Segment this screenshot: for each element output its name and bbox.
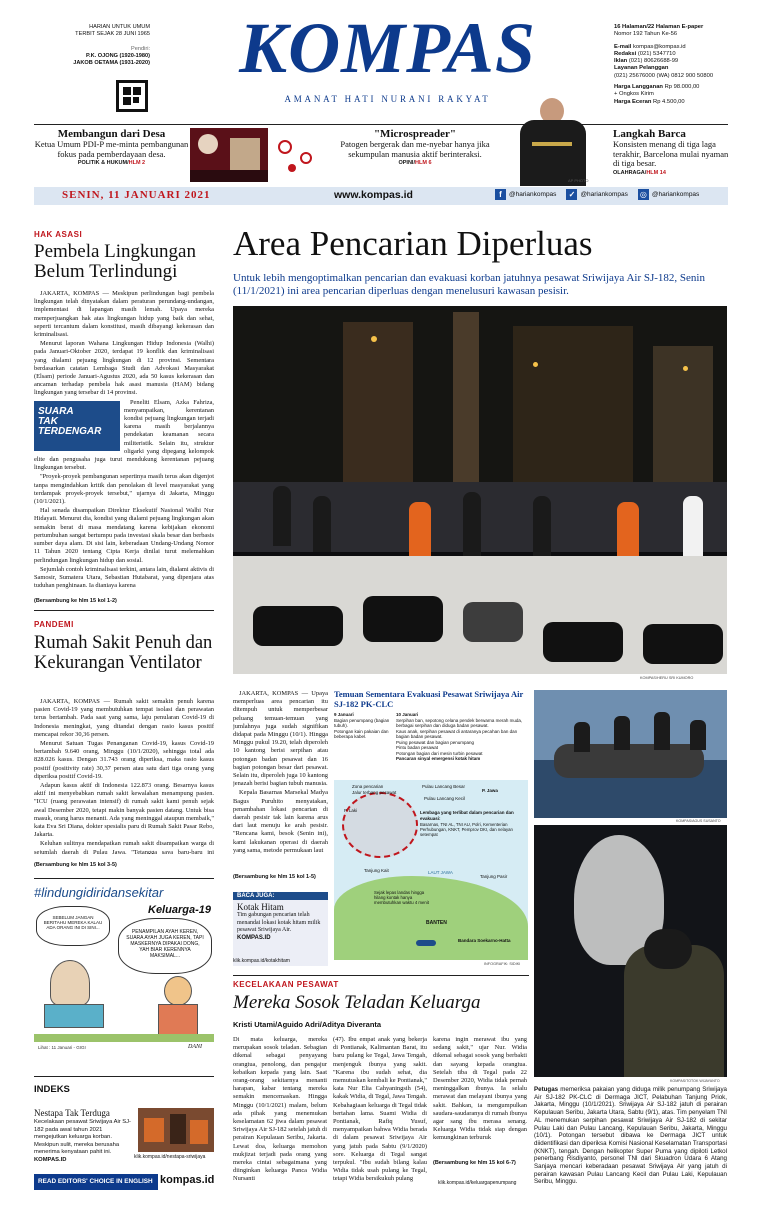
place-bandara: Bandara Soekarno-Hatta [458, 938, 511, 943]
photo-caption-lead: Petugas [534, 1086, 559, 1093]
info-day2-item-3: Puing pesawat dan bagian penumpang [396, 739, 475, 745]
story2-continued[interactable]: (Bersambung ke hlm 15 kol 3-5) [34, 862, 117, 868]
feature-byline: Kristi Utami/Aguido Adri/Aditya Diveranta [233, 1020, 382, 1029]
masthead-left [50, 24, 150, 67]
teaser-2-title: "Microspreader" [373, 128, 457, 140]
legend-path: Jalur terbang pesawat [352, 790, 397, 795]
info-day1-label: 9 Januari [334, 712, 354, 717]
feature-col2-text: (47). Ibu empat anak yang bekerja di Pontianak, Kalimantan Barat, itu baru pulang ke Tegal, Jawa Tengah, menjenguk ibunya yang sakit. "Karena ibu sudah sehat, dia memutuskan kembali ke Pontianak," kata Nur Elia Cahyaningsih (54), kakak Widia, di Tegal, Jawa Tengah. Kebahagiaan keluarga di Tegal tidak bertahan lama. Suami Widia di Pontianak, Rafiq Yusuf, menyampaikan bahwa Widia berada di dalam pesawat Sriwijaya Air yang jatuh pada Sabtu (9/1/2020) sore. Keluarga di Tegal sangat terpukul. "Ibu sudah bilang kalau Widia tidak usah pulang ke Tegal, tetapi Widia bersikukuh pulang [333, 1036, 427, 1183]
info-map [334, 780, 528, 960]
info-agencies: Basarnas, TNI AL, TNI AU, Polri, Kementerian Perhubungan, KNKT, Pemprov DKI, dan nelayan setempat [420, 822, 513, 838]
info-agencies-title: Lembaga yang terlibat dalam pencarian dan evakuasi: [420, 810, 514, 821]
main-photo-credit: KOMPAS/HERU SRI KUMORO [640, 676, 694, 680]
place-lancang-besar: Pulau Lancang Besar [422, 784, 466, 789]
index-photo[interactable] [138, 1108, 214, 1152]
teaser-1-page: HLM 2 [128, 160, 146, 166]
main-photo[interactable] [233, 306, 727, 674]
teaser-1-text: Ketua Umum PDI-P me-minta pembangunan fokus pada pemberdayaan desa. [34, 139, 189, 159]
info-day1-item-1: Bagian penumpang (bagian tubuh). [334, 717, 390, 728]
feature-col2 [333, 1036, 427, 1196]
instagram-handle: @hariankompas [651, 191, 700, 198]
facebook-icon: f [495, 189, 506, 200]
layanan-label: Layanan Pelanggan [614, 65, 669, 72]
info-day2-item-6: Pancaran sinyal emergensi kotak hitam [396, 756, 481, 761]
feature-col1 [233, 1036, 327, 1196]
story1-p2: Menurut laporan Wahana Lingkungan Hidup Indonesia (Walhi) pada Januari-Oktober 2020, terdapat 19 konflik dan kriminalisasi yang dialami pejuang lingkungan di 12 provinsi. Sementara berdasarkan catatan Lembaga Studi dan Advokasi Masyarakat (Elsam) periode Januari-Agustus 2020, ada 50 kasus kekerasan dan ancaman terhadap pembela hak asasi manusia (HAM) bidang lingkungan yang tersebar di 14 provinsi. [34, 340, 214, 397]
info-day2-item-5: Potongan bagian dari mesin turbin pesawat [396, 750, 483, 756]
email-label: E-mail [614, 43, 632, 50]
site-url[interactable]: www.kompas.id [334, 189, 413, 201]
info-note: Sejak lepas landas hingga hilang kontak hanya membutuhkan waktu 4 menit [374, 890, 429, 905]
instagram-link[interactable] [638, 189, 699, 200]
index-text [34, 1119, 134, 1164]
facebook-link[interactable] [495, 189, 556, 200]
feature-kicker: KECELAKAAN PESAWAT [233, 980, 339, 989]
baca-juga-label: BACA JUGA: [233, 892, 328, 900]
story2-p2: Menurut Satuan Tugas Penanganan Covid-19, kasus Covid-19 bertambah 9.640 orang, Minggu (10/1/2020), sehingga total ada 828.026 kasus. Dengan 31.743 orang diperiksa, maka rasio kasus positif (positivity rate) 30,37 persen atau satu dari tiga orang yang diperiksa positif Covid-19. [34, 740, 214, 780]
story2-p3: Adapun kasus aktif di Indonesia 122.873 orang. Besarnya kasus aktif ini menyebabkan rumah sakit kewalahan menampung pasien. "ICU (ruang perawatan intensif) di rumah sakit kami penuh sejak awal Desember 2020, tetapi makin banyak pasien datang. Untuk bisa masuk, orang harus menanti. Ada yang meninggal ataupun membaik," kata Eva Sri Diana, dokter spesialis paru di Rumah Sakit Pasar Rebo, Jakarta. [34, 782, 214, 839]
langganan-value: Rp 98.000,00 [664, 84, 700, 91]
virus-illustration [270, 130, 328, 180]
story1-headline[interactable]: Pembela Lingkungan Belum Terlindungi [34, 241, 196, 282]
cartoon-panel [34, 904, 214, 1054]
main-continued[interactable]: (Bersambung ke hlm 15 kol 1-5) [233, 874, 316, 880]
info-day2-label: 10 Januari [396, 712, 419, 717]
main-p1: JAKARTA, KOMPAS — Upaya memperluas area pencarian itu ditempuh untuk memperbesar peluang temuan-temuan yang jumlahnya juga sudah signifikan didapat pada Minggu (10/1). Hingga Minggu pukul 19.20, telah diperoleh 10 kantong berisi serpihan atau potongan badan pesawat dan 16 bagian potongan besar dari pesawat. Selain itu, diperoleh juga 10 kantong jenazah berisi bagian tubuh manusia. [233, 690, 328, 788]
founder-2: JAKOB OETAMA (1931-2020) [73, 60, 150, 66]
founder-label: Pendiri: [131, 46, 150, 52]
place-banten: BANTEN [426, 920, 447, 926]
infographic [334, 690, 528, 968]
main-p2: Kepala Basarnas Marsekal Madya Bagus Puruhito menyatakan, penambahan lokasi pencarian di daerah pesisir tak lain karena arus dari laut menuju ke arah pesisir. "Rencana kami, besok (Senin ini), kami lakukanan operasi di daerah yang sama, metode permukaan laut [233, 789, 328, 854]
logo[interactable]: KOMPAS [239, 8, 536, 88]
cartoon-title: Keluarga-19 [148, 904, 211, 916]
cartoon-signature: DANI [188, 1044, 202, 1050]
rescue-photo-credit: KOMPAS/AGUS SUSANTO [676, 819, 721, 823]
masthead-line-2: TERBIT SEJAK 28 JUNI 1965 [75, 31, 150, 37]
iklan-value: (021) 80626688-99 [628, 58, 679, 65]
legend-zone: Zona pencarian [352, 784, 384, 789]
editors-choice-banner[interactable]: READ EDITORS' CHOICE IN ENGLISH [34, 1174, 158, 1190]
baca-juga-source: KOMPAS.ID [237, 934, 271, 941]
page-count: 16 Halaman/22 Halaman E-paper [614, 24, 704, 30]
cartoon-bench [44, 1004, 104, 1028]
barca-player-photo [506, 98, 602, 186]
main-body [233, 690, 328, 872]
issue-date: SENIN, 11 JANUARI 2021 [62, 189, 211, 201]
story2-body [34, 698, 214, 854]
tagline: AMANAT HATI NURANI RAKYAT [284, 94, 491, 104]
info-day2-item-1: Serpihan ban, sepotong celana pendek berwarna merah muda, berbagai serpihan dan diduga badan pesawat. [396, 717, 523, 728]
story2-kicker: PANDEMI [34, 620, 74, 629]
redaksi-value: (021) 5347710 [637, 50, 676, 57]
teaser-1-ref: POLITIK & HUKUM/ [77, 160, 129, 166]
badge-line-2: TAK TERDENGAR [38, 415, 102, 437]
story1-p5: Hal senada disampaikan Direktur Eksekutif Nasional Walhi Nur Hidayati. Menurut dia, kondisi yang dialami pejuang lingkungan akan semakin berat di masa mendatang karena kebijakan ekonomi pertumbuhan sangat bertumpu pada investasi skala besar dan berbasis sumber daya alam. Di sisi lain, keberadaan Undang-Undang Nomor 11 Tahun 2020 tentang Cipta Kerja dinilai turut melemahkan perlindungan lingkungan hidup dan sosial. [34, 507, 214, 564]
info-day1-item-2: Potongan kain pakaian dan beberapa kabel. [334, 728, 389, 739]
cartoon-bubble-right: PENAMPILAN AYAH KEREN, SUARA AYAH JUGA KEREN, TAPI MASKERNYA DIPAKAI DONG, YAH BIAR KERENNYA MAKSIMAL... [118, 918, 212, 974]
footer-brand[interactable]: kompas.id [160, 1174, 215, 1186]
story2-p4: Keluhan sulitnya mendapatkan rumah sakit disampaikan warga di sejumlah daerah di Pulau Jawa. "Tetangga saya baru-baru ini [34, 840, 214, 854]
teaser-2-page: HLM 6 [415, 160, 432, 166]
twitter-handle: @hariankompas [580, 191, 628, 198]
founder-1: P.K. OJONG (1920-1980) [86, 53, 150, 59]
photo-caption-text: memeriksa pakaian yang diduga milik penumpang Sriwijaya Air SJ-182 PK-CLC di Dermaga JICT, Pelabuhan Tanjung Priok, Jakarta, Minggu (10/1/2021). Sriwijaya Air SJ-182 jatuh di perairan Kepulauan Seribu, Jakarta Utara, Sabtu (9/1), atas. Tim penyelam TNI AL menemukan serpihan pesawat Sriwijaya Air SJ-182 di sekitar Pulau Laki dan Pulau Lancang, Kepulauan Seribu, Jakarta, Minggu (10/1). Potongan tersebut dibawa ke Dermaga JICT untuk diidentifikasi dan diperiksa Komisi Nasional Keselamatan Transportasi (KNKT), tengah. Dengan helikopter Super Puma yang dipiloti Letkol penerbang Risdiyanto, personel TNI dari Skuadron Udara 6 Atang Sanjaya mencari keberadaan pesawat Sriwijaya Air yang jatuh di perairan kawasan Pulau Lancang Kecil dan Pulau Laki, Kepulauan Seribu, Minggu. [534, 1086, 727, 1186]
teaser-2-ref: OPINI/ [398, 160, 415, 166]
barca-photo-credit: AP PHOTO [568, 178, 589, 183]
email-value[interactable]: kompas@kompas.id [633, 43, 686, 50]
twitter-icon: ✓ [566, 189, 577, 200]
cartoon-father [50, 960, 90, 1006]
index-text-body: Kecelakaan pesawat Sriwijaya Air SJ-182 pada awal tahun 2021 mengejutkan keluarga korban. Meskipun sulit, mereka berusaha menerima kenyataan pahit ini. [34, 1119, 131, 1155]
story2-headline[interactable]: Rumah Sakit Penuh dan Kekurangan Ventilator [34, 633, 213, 673]
baca-juga-box[interactable] [233, 892, 328, 966]
teaser-3-page: HLM 14 [646, 169, 666, 176]
story1-body [34, 290, 214, 598]
main-deck: Untuk lebih mengoptimalkan pencarian dan evakuasi korban jatuhnya pesawat Sriwijaya Air SJ-182, Senin (11/1/2021) ini area pencarian diperluas dengan menelusuri kawasan pesisir. [233, 272, 705, 297]
index-title[interactable]: Nestapa Tak Terduga [34, 1108, 110, 1118]
baca-juga-text-wrap [233, 912, 328, 942]
story1-p6: Sejumlah contoh kriminalisasi terkini, antara lain, dialami aktivis di Samosir, Sumatera Utara, Sebastian Hutabarat, yang dipenjara atas tuduhan penghinaan. Ia dianiaya karena [34, 565, 214, 590]
suara-badge [34, 401, 120, 451]
place-tanjung-kait: Tanjung Kait [364, 868, 389, 873]
rescue-photo[interactable] [534, 690, 727, 818]
feature-headline[interactable]: Mereka Sosok Teladan Keluarga [233, 992, 481, 1013]
place-tanjung-pasir: Tanjung Pasir [480, 874, 508, 879]
story1-continued[interactable]: (Bersambung ke hlm 15 kol 1-2) [34, 598, 117, 604]
cartoon-footnote: Lihat : 11 Januari - GIGI [38, 1045, 86, 1050]
place-laut-jawa: LAUT JAWA [428, 870, 453, 875]
teaser-2-text: Patogen bergerak dan me-nyebar hanya jika sekumpulan manusia aktif berinteraksi. [340, 139, 490, 159]
teaser-1[interactable] [34, 128, 189, 166]
ongkos-kirim: + Ongkos Kirim [614, 91, 654, 98]
feature-continued[interactable]: (Bersambung ke hlm 15 kol 6-7) [433, 1160, 516, 1166]
info-day1 [334, 712, 392, 740]
teaser-2[interactable] [330, 128, 500, 166]
plane-icon [416, 940, 436, 946]
layanan-value: (021) 25676000 (WA) 0812 900 50800 [614, 72, 714, 79]
info-title: Temuan Sementara Evakuasi Pesawat Sriwijaya Air SJ-182 PK-CLC [334, 690, 524, 709]
place-p-jawa: P. Jawa [482, 788, 498, 793]
search-zone [342, 792, 418, 858]
index-source: KOMPAS.ID [34, 1156, 67, 1163]
story1-p4: "Proyek-proyek pembangunan sepertinya masih terus akan digenjot tanpa mengindahkan kritik dan penolakan di level masyarakat yang terdampak proyek-proyek tersebut," ujarnya di Jakarta, Minggu (10/1/2021). [34, 473, 214, 506]
info-day2-item-4: Pintu badan pesawat [396, 745, 439, 750]
story1-p1: JAKARTA, KOMPAS — Meskipun perlindungan bagi pembela lingkungan telah dinyatakan dalam peraturan perundang-undangan, implementasi di lapangan masih lemah. Upaya mereka memperjuangkan hak atas lingkungan hidup yang baik dan sehat, seperti tercantum dalam konstitusi, masih dibayangi kekerasan dan kriminalisasi. [34, 290, 214, 339]
cartoon-child [164, 976, 192, 1006]
badge-line-1: SUARA [38, 405, 74, 417]
facebook-handle: @hariankompas [509, 191, 557, 198]
iklan-label: Iklan [614, 58, 628, 65]
eceran-label: Harga Eceran [614, 98, 652, 105]
story1-p3: Peneliti Elsam, Azka Fahriza, menyampaikan, kerentanan kondisi pejuang lingkungan terjadi karena masih berjalannya pendekatan keamanan secara militeristik. Selain itu, struktur oligarki yang dipegang kelompok elite dan pengusaha juga turut mendukung kerentanan pejuang lingkungan tersebut. [34, 398, 214, 472]
instagram-icon: ◎ [638, 189, 649, 200]
qr-code[interactable] [116, 80, 148, 112]
index-link[interactable]: klik.kompas.id/nestapa-sriwijaya [134, 1154, 206, 1160]
masthead-line-1: HARIAN UNTUK UMUM [89, 24, 150, 30]
eceran-value: Rp 4.500,00 [653, 98, 685, 105]
java-land [334, 876, 528, 960]
info-source: INFOGRAFIK: SIDIKI [484, 962, 521, 966]
info-day2-item-2: Kaus anak, serpihan pesawat di antaranya pecahan ban dan bagian badan pesawat. [396, 728, 518, 739]
social-links [495, 189, 699, 200]
cartoon-child-body [158, 1004, 198, 1038]
teaser-3[interactable] [613, 128, 733, 176]
info-day2 [396, 712, 528, 762]
helicopter-photo-credit: KOMPAS/TOTOK WIJAYANTO [670, 1079, 720, 1083]
helicopter-photo[interactable] [534, 825, 727, 1077]
cartoon-hashtag: #lindungidiridansekitar [34, 885, 164, 900]
baca-juga-link[interactable]: klik.kompas.id/kotakhitam [233, 958, 290, 964]
feature-link[interactable]: klik.kompas.id/keluargapenumpang [438, 1180, 517, 1186]
story2-p1: JAKARTA, KOMPAS — Rumah sakit semakin penuh karena pasien Covid-19 yang membutuhkan tempat isolasi dan perawatan terus bertambah. Pada saat yang sama, laju penularan Covid-19 di Indonesia meningkat, yang ditandai dengan rasio kasus positif mencapai rekor 30,36 persen. [34, 698, 214, 738]
story1-kicker: HAK ASASI [34, 230, 83, 239]
teaser-3-ref: OLAHRAGA/ [613, 169, 647, 176]
feature-col3 [433, 1036, 527, 1156]
teaser-3-title: Langkah Barca [613, 128, 686, 140]
main-headline[interactable]: Area Pencarian Diperluas [233, 224, 593, 263]
photo-caption [534, 1086, 727, 1186]
twitter-link[interactable] [566, 189, 627, 200]
place-lancang-kecil: Pulau Lancang Kecil [424, 796, 466, 801]
teaser-1-photo [190, 128, 268, 182]
teaser-1-title: Membangun dari Desa [57, 128, 166, 140]
masthead-right [614, 24, 754, 106]
teaser-3-text: Konsisten menang di tiga laga terakhir, Barcelona mulai nyaman di tiga besar. [613, 139, 729, 168]
issue-number: Nomor 192 Tahun Ke-56 [614, 31, 678, 38]
langganan-label: Harga Langganan [614, 84, 663, 91]
redaksi-label: Redaksi [614, 50, 637, 57]
cartoon-grass [34, 1034, 214, 1042]
cartoon-bubble-left: SEBELUM JANGAN BERITAHU MEREKA KALAU ADA ORANG INI DI SINI... [36, 906, 110, 946]
feature-col1-text: Di mata keluarga, mereka merupakan sosok teladan. Sebagian dikenal sebagai penyayang orangtua, penolong, dan pengajur kebaikan kepada yang lain. Saat orang-orang sekitarnya menanti harapan, kabar tentang mereka semakin mencemaskan. Hingga Minggu (10/1/2021) malam, belum ada pihak yang menemukan keselamatan 62 jiwa dalam pesawat Sriwijaya Air SJ-182 setelah jatuh di perairan Kepulauan Seribu, Jakarta. Lewat doa, keluarga memohon mukjizat terjadi pada orang yang mereka cintai sebagaimana yang diinginkan keluarga Panca Widia Nursanti [233, 1036, 327, 1183]
baca-juga-text: Tim gabungan pencarian telah menandai lokasi kotak hitam milik pesawat Sriwijaya Air. [237, 912, 321, 933]
place-p-laki: P. Laki [344, 808, 358, 813]
feature-col3-text: karena ingin merawat ibu yang sedang sakit," ujar Nur. Widia dikenal sebagai sosok yang berbakti dan sayang kepada orangtua. Setelah tiba di Tegal pada 22 Desember 2020, Widia tidak pernah meninggalkan ibunya. Ia selalu merawat dan melayani ibunya yang sakit. Bahkan, ia mengumpulkan saudara-saudaranya di rumah ibunya agar sang ibu merasa senang. Keluarga Widia tidak siap dengan kemungkinan terburuk [433, 1036, 527, 1142]
index-label: INDEKS [34, 1084, 70, 1095]
baca-juga-title: Kotak Hitam [237, 902, 284, 912]
